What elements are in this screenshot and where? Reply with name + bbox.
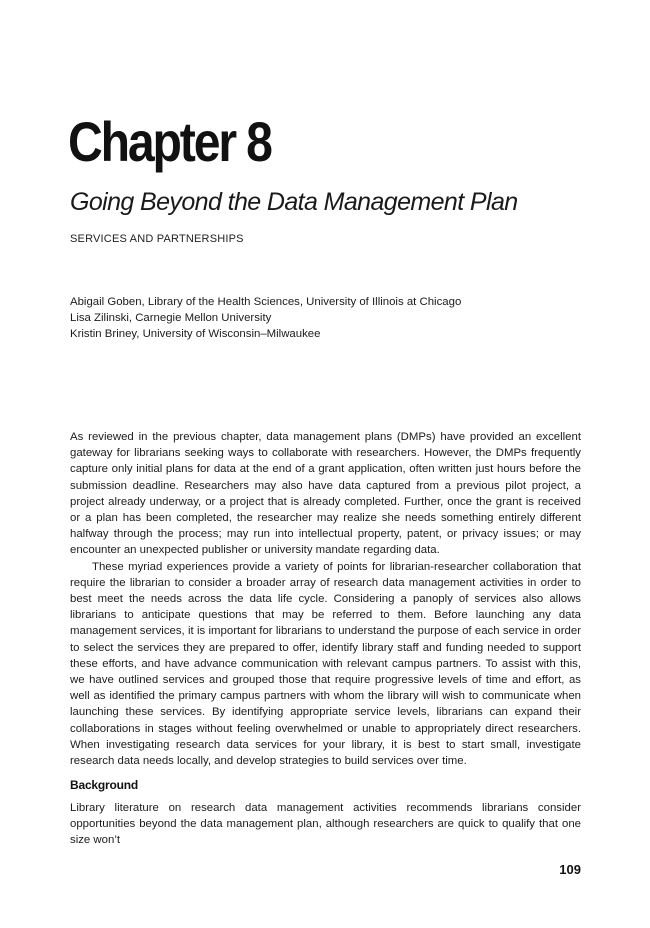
- chapter-title: Chapter 8: [68, 110, 271, 173]
- chapter-kicker: SERVICES AND PARTNERSHIPS: [70, 233, 244, 245]
- author-affiliation: Lisa Zilinski, Carnegie Mellon University: [70, 312, 272, 324]
- body-paragraph: As reviewed in the previous chapter, data management plans (DMPs) have provided an excellent gateway for librarians seeking ways to collaborate with researchers. However, the DMPs frequently capture only initial plans for data at the end of a grant application, often written just hours before the submission deadline. Researchers may also have data captured from a previous pilot project, a project already underway, or a project that is already completed. Further, once the grant is received or a plan has been completed, the researcher may realize she needs something entirely different halfway through the process; may run into intellectual property, patent, or privacy issues; or may encounter an unexpected publisher or university mandate regarding data.: [70, 431, 581, 557]
- chapter-body: [70, 429, 581, 769]
- page-number: 109: [559, 862, 581, 877]
- section-heading-background: Background: [70, 778, 139, 792]
- chapter-subtitle: Going Beyond the Data Management Plan: [70, 188, 518, 216]
- author-list: [70, 294, 461, 342]
- background-paragraph: Library literature on research data management activities recommends librarians consider opportunities beyond the data management plan, although researchers are quick to qualify that one size won’t: [70, 802, 581, 847]
- author-affiliation: Abigail Goben, Library of the Health Sciences, University of Illinois at Chicago: [70, 296, 462, 308]
- body-paragraph: These myriad experiences provide a variety of points for librarian-researcher collaboration that require the librarian to consider a broader array of research data management activities in order to best meet the needs across the data life cycle. Considering a panoply of services also allows librarians to anticipate questions that may be referred to them. Before launching any data management services, it is important for librarians to understand the purpose of each service in order to select the services they are prepared to offer, identify library staff and funding needed to support these efforts, and have advance communication with relevant campus partners. To assist with this, we have outlined services and grouped those that require progressive levels of time and effort, as well as identified the primary campus partners with whom the library will wish to communicate when launching these services. By identifying appropriate service levels, librarians can expand their collaborations in stages without feeling overwhelmed or unable to appropriately direct researchers. When investigating research data services for your library, it is best to start small, investigate research data needs locally, and develop strategies to build services over time.: [70, 560, 581, 768]
- author-affiliation: Kristin Briney, University of Wisconsin–Milwaukee: [70, 328, 321, 340]
